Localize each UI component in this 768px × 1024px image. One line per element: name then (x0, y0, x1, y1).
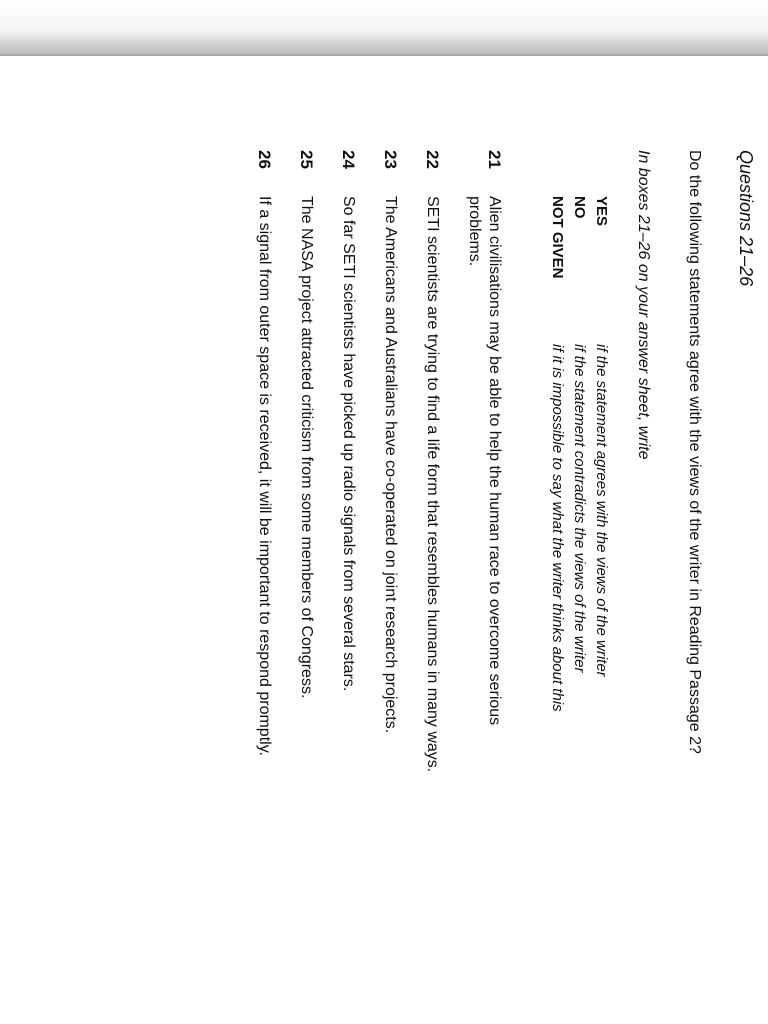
question-number: 25 (297, 150, 316, 169)
question-text-continued: problems. (466, 196, 483, 267)
question-text: The NASA project attracted criticism from some members of Congress. (298, 196, 315, 699)
question-text: If a signal from outer space is received, it will be important to respond promptly. (256, 196, 273, 756)
sub-instruction-text: In boxes 21–26 on your answer sheet, write (635, 150, 652, 460)
question-text: Alien civilisations may be able to help the human race to overcome serious (486, 196, 503, 726)
question-number: 22 (423, 150, 442, 169)
key-term-no: NO (571, 196, 588, 219)
question-number: 23 (381, 150, 400, 169)
instruction-text: Do the following statements agree with the views of the writer in Reading Passage 2? (686, 150, 703, 754)
question-text: So far SETI scientists have picked up radio signals from several stars. (340, 196, 357, 692)
page-title: Questions 21–26 (736, 150, 756, 287)
question-text: The Americans and Australians have co-operated on joint research projects. (382, 196, 399, 734)
key-term-yes: YES (593, 196, 610, 227)
question-text: SETI scientists are trying to find a life form that resembles humans in many ways. (424, 196, 441, 773)
question-number: 26 (255, 150, 274, 169)
key-definition-no: if the statement contradicts the views of the writer (571, 344, 588, 673)
key-definition-not-given: if it is impossible to say what the writer thinks about this (549, 344, 566, 712)
question-number: 24 (339, 150, 358, 169)
key-definition-yes: if the statement agrees with the views of the writer (593, 344, 610, 677)
question-number: 21 (485, 150, 504, 169)
key-term-not-given: NOT GIVEN (549, 196, 566, 279)
